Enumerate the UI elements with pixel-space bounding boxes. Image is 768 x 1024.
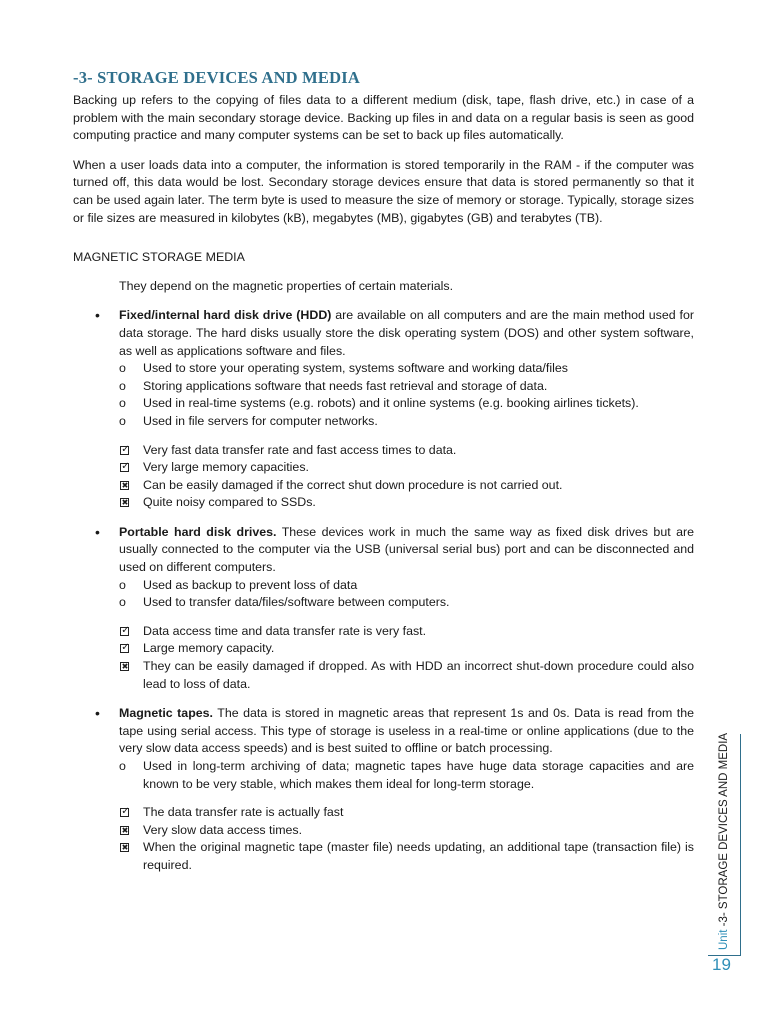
advantage-item: ✓ The data transfer rate is actually fast [73, 804, 694, 822]
circle-bullet-icon: o [119, 396, 126, 411]
advantage-item: ✓ Very large memory capacities. [73, 459, 694, 477]
item-name: Fixed/internal hard disk drive (HDD) [119, 308, 332, 323]
circle-bullet-icon: o [119, 577, 126, 592]
advantage-item: ✓ Data access time and data transfer rate is very fast. [73, 623, 694, 641]
disadvantage-item: ✖ They can be easily damaged if dropped. As with HDD an incorrect shut-down procedure could also lead to loss of data. [73, 658, 694, 693]
checkbox-checked-icon [120, 644, 129, 653]
use-item: o Used in real-time systems (e.g. robots) and it online systems (e.g. booking airlines tickets). [73, 395, 694, 413]
circle-bullet-icon: o [119, 759, 126, 773]
unit-word: Unit [718, 929, 730, 950]
intro-paragraph-2: When a user loads data into a computer, the information is stored temporarily in the RAM - if the computer was turned off, this data would be lost. Secondary storage devices ensure that data is stored permanently so that it can be used again later. The term byte is used to measure the size of memory or storage. Typically, storage sizes or file sizes are measured in kilobytes (kB), megabytes (MB), gigabytes (GB) and terabytes (TB). [73, 157, 694, 225]
disadvantage-item: ✖ Quite noisy compared to SSDs. [73, 494, 694, 512]
disadvantage-item: ✖ Can be easily damaged if the correct shut down procedure is not carried out. [73, 477, 694, 495]
advantage-item: ✓ Large memory capacity. [73, 640, 694, 658]
item-description: The data is stored in magnetic areas that represent 1s and 0s. Data is read from the tape using serial access. This type of storage is useless in a real-time or online applications (due to the very slow data access speeds) and is best suited to offline or batch processing. [119, 706, 694, 756]
disadvantage-item: ✖ When the original magnetic tape (master file) needs updating, an additional tape (transaction file) is required. [73, 839, 694, 874]
list-item-hdd [73, 307, 694, 360]
item-name: Portable hard disk drives. [119, 524, 277, 539]
list-item-magnetic-tapes [73, 705, 694, 758]
item-description: are available on all computers and are the main method used for data storage. The hard disks usually store the disk operating system (DOS) and other system software, as well as applications software and files. [119, 308, 694, 358]
bullet-icon: • [95, 705, 100, 722]
intro-paragraph-1: Backing up refers to the copying of files data to a different medium (disk, tape, flash drive, etc.) in case of a problem with the main secondary storage device. Backing up files in and data on a regular basis is seen as good computing practice and many computer systems can be set to back up files automatically. [73, 93, 694, 143]
checkbox-checked-icon [120, 627, 129, 636]
sidebar-divider [740, 734, 741, 956]
circle-bullet-icon: o [119, 361, 126, 376]
section-heading: MAGNETIC STORAGE MEDIA [73, 250, 245, 265]
checkbox-crossed-icon [120, 826, 129, 835]
circle-bullet-icon: o [119, 595, 126, 610]
page-number: 19 [712, 955, 731, 974]
circle-bullet-icon: o [119, 378, 126, 393]
page-title: -3- STORAGE DEVICES AND MEDIA [73, 68, 360, 87]
bullet-icon: • [95, 523, 100, 540]
bullet-icon: • [95, 307, 100, 324]
use-item: o Used to store your operating system, systems software and working data/files [73, 360, 694, 378]
use-item: o Used as backup to prevent loss of data [73, 577, 694, 595]
unit-title: -3- STORAGE DEVICES AND MEDIA [718, 732, 730, 927]
checkbox-crossed-icon [120, 662, 129, 671]
use-item: o Used in long-term archiving of data; magnetic tapes have huge data storage capacities and are known to be very stable, which makes them ideal for long-term storage. [119, 759, 694, 791]
checkbox-checked-icon [120, 463, 129, 472]
advantage-item: ✓ Very fast data transfer rate and fast access times to data. [73, 442, 694, 460]
checkbox-crossed-icon [120, 481, 129, 490]
checkbox-crossed-icon [120, 498, 129, 507]
item-description: These devices work in much the same way as fixed disk drives but are usually connected to the computer via the USB (universal serial bus) port and can be disconnected and used on different computers. [119, 524, 694, 575]
circle-bullet-icon: o [119, 413, 126, 428]
use-item: o Used in file servers for computer networks. [73, 413, 694, 431]
use-item: o Storing applications software that needs fast retrieval and storage of data. [73, 378, 694, 396]
checkbox-crossed-icon [120, 843, 129, 852]
item-name: Magnetic tapes. [119, 706, 213, 721]
document-page [73, 66, 694, 875]
use-item: o Used to transfer data/files/software between computers. [73, 594, 694, 612]
disadvantage-item: ✖ Very slow data access times. [73, 822, 694, 840]
checkbox-checked-icon [120, 808, 129, 817]
unit-side-label [716, 733, 734, 950]
checkbox-checked-icon [120, 446, 129, 455]
list-item-portable-hdd [73, 524, 694, 577]
section-lead: They depend on the magnetic properties of certain materials. [119, 278, 454, 293]
